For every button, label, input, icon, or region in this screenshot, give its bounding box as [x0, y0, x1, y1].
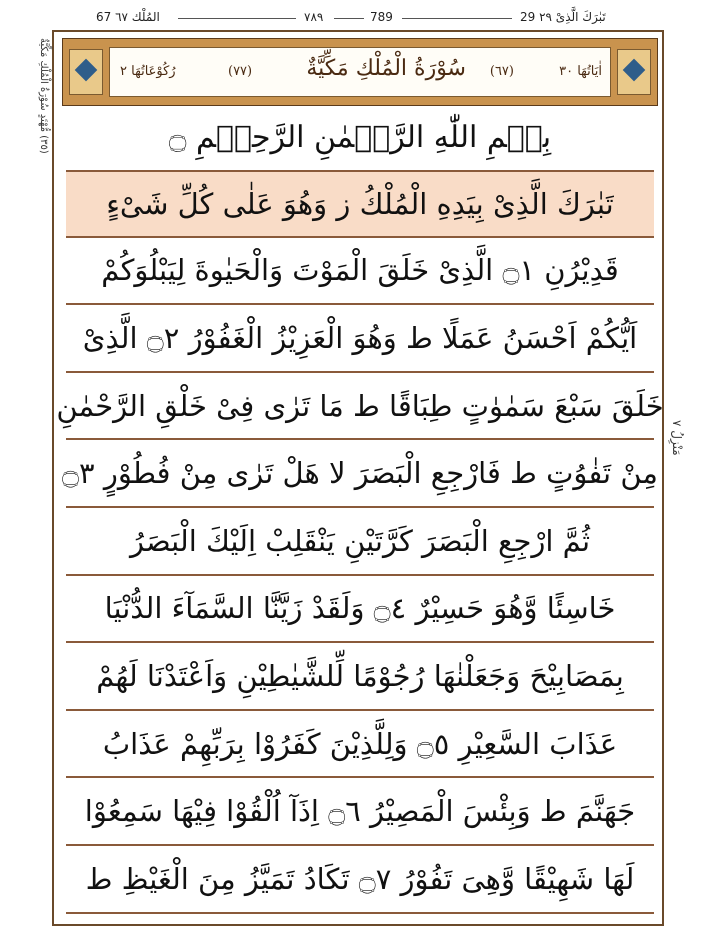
verse-line: مِنْ تَفٰوُتٍ ط فَارْجِعِ الْبَصَرَ لا هَلْ تَرٰی مِنْ فُطُوْرٍ ۝٣	[66, 440, 654, 508]
revelation-order: (٧٧)	[228, 64, 253, 79]
surah-title: سُوْرَةُ الْمُلْكِ مَكِّيَّةٌ	[306, 56, 466, 81]
page-number-urdu: ٧٨٩	[304, 10, 324, 24]
verse-line: عَذَابَ السَّعِیْرِ ۝٥ وَلِلَّذِیْنَ كَفَرُوْا بِرَبِّهِمْ عَذَابُ	[66, 711, 654, 779]
verse-line: جَهَنَّمَ ط وَبِئْسَ الْمَصِیْرُ ۝٦ اِذَآ اُلْقُوْا فِیْهَا سَمِعُوْا	[66, 778, 654, 846]
surah-name-header: 67 المُلْك ٦٧	[96, 10, 160, 24]
juz-name-header: 29 تَبٰرَكَ الَّذِیْ ٢٩	[520, 10, 606, 24]
ornament-icon	[69, 49, 103, 95]
verse-line: اَیُّكُمْ اَحْسَنُ عَمَلًا ط وَهُوَ الْعَزِیْزُ الْغَفُوْرُ ۝٢ الَّذِیْ	[66, 305, 654, 373]
verse-line: خَلَقَ سَبْعَ سَمٰوٰتٍ طِبَاقًا ط مَا تَرٰی فِیْ خَلْقِ الرَّحْمٰنِ	[66, 373, 654, 441]
ayat-count: اٰیَاتُهَا ٣٠	[559, 64, 602, 79]
ornament-icon	[617, 49, 651, 95]
verse-line: قَدِیْرُنِ ۝١ الَّذِیْ خَلَقَ الْمَوْتَ وَالْحَیٰوةَ لِیَبْلُوَكُمْ	[66, 238, 654, 306]
verse-line: لَهَا شَهِیْقًا وَّهِیَ تَفُوْرُ ۝٧ تَكَادُ تَمَیَّزُ مِنَ الْغَیْظِ ط	[66, 846, 654, 914]
bismillah: بِسۡمِ اللّٰهِ الرَّحۡمٰنِ الرَّحِیۡمِ ۝	[168, 119, 552, 155]
verse-line: بِمَصَابِیْحَ وَجَعَلْنٰهَا رُجُوْمًا لِّلشَّیٰطِیْنِ وَاَعْتَدْنَا لَهُمْ	[66, 643, 654, 711]
surah-banner	[62, 38, 658, 106]
verse-line: ثُمَّ ارْجِعِ الْبَصَرَ كَرَّتَیْنِ یَنْقَلِبْ اِلَیْكَ الْبَصَرُ	[66, 508, 654, 576]
surah-number: (٦٧)	[489, 64, 514, 79]
header-rule-right	[402, 18, 512, 19]
surah-title-box	[109, 47, 611, 97]
page-number: 789	[370, 10, 393, 24]
manzil-marker: مَنْزِلُ ٧	[670, 420, 684, 456]
verse-line: تَبٰرَكَ الَّذِیْ بِیَدِهِ الْمُلْكُ ز وَهُوَ عَلٰی كُلِّ شَیْءٍ	[66, 170, 654, 238]
header-rule-left	[178, 18, 296, 19]
ruku-count: رُكُوْعَاتُهَا ٢	[120, 64, 176, 79]
verse-line: خَاسِئًا وَّهُوَ حَسِیْرٌ ۝٤ وَلَقَدْ زَیَّنَّا السَّمَآءَ الدُّنْیَا	[66, 576, 654, 644]
top-header	[0, 4, 720, 30]
verse-lines	[56, 170, 664, 914]
header-rule-mid	[334, 18, 364, 19]
left-margin-note: (٣٥) مُّهْتَدٍ سُوْرَةُ الْمُلْكِ مَكِّيَّةٌ	[38, 38, 49, 154]
